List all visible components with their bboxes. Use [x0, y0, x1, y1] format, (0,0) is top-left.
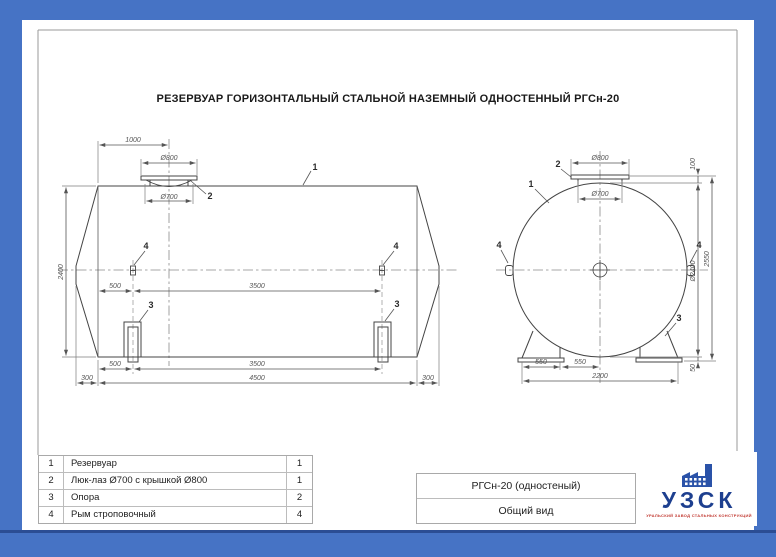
callout-lug-left-end: 4: [496, 240, 502, 250]
part-pos: 4: [39, 507, 64, 523]
part-name: Опора: [71, 492, 100, 503]
dim-base-left: 550: [535, 359, 547, 366]
callout-support-left-side: 3: [148, 300, 154, 310]
dim-shell-height: 2400: [58, 264, 65, 280]
parts-table: [38, 455, 313, 524]
title-block: [416, 473, 636, 524]
callout-manhole-side: 2: [207, 191, 213, 201]
logo-acronym: УЗСК: [661, 486, 737, 513]
dim-manhole-offset: 1000: [125, 137, 141, 144]
logo-subtitle: УРАЛЬСКИЙ ЗАВОД СТАЛЬНЫХ КОНСТРУКЦИЙ: [646, 512, 752, 518]
company-logo: [641, 452, 757, 526]
dim-support-span: 2200: [592, 373, 608, 380]
dim-overall-height: 2550: [704, 251, 711, 267]
drawing-title: РЕЗЕРВУАР ГОРИЗОНТАЛЬНЫЙ СТАЛЬНОЙ НАЗЕМНЫЙ ОДНОСТЕННЫЙ РГСн-20: [156, 93, 620, 105]
side-view-supports: [124, 322, 391, 362]
part-name: Рым строповочный: [71, 509, 156, 520]
dimension-lines: [66, 145, 712, 383]
callout-lug-right-side: 4: [393, 241, 399, 251]
dim-base-right: 550: [574, 359, 586, 366]
callout-leaders: [134, 169, 697, 336]
dim-cone-right: 300: [422, 375, 434, 382]
part-qty: 2: [286, 490, 312, 506]
part-qty: 1: [286, 456, 312, 472]
callout-tank-side: 1: [312, 162, 318, 172]
dim-cylinder-length: 4500: [249, 375, 265, 382]
tank-designation: РГСн-20 (одностеный): [471, 480, 581, 492]
factory-icon: [679, 461, 719, 488]
callout-support-right-side: 3: [394, 299, 400, 309]
callout-tank-end: 1: [528, 179, 534, 189]
end-view-center-mark: [590, 260, 610, 280]
dim-neck-dia: Ø700: [160, 194, 178, 201]
dim-lid-dia: Ø800: [160, 155, 178, 162]
part-qty: 4: [286, 507, 312, 523]
callout-lug-left-side: 4: [143, 241, 149, 251]
part-pos: 3: [39, 490, 64, 506]
table-row: [39, 489, 312, 506]
dim-lug-offset: 500: [109, 283, 121, 290]
view-name: Общий вид: [417, 498, 635, 523]
dim-manhole-height: 100: [690, 158, 697, 170]
extension-lines: [62, 141, 716, 386]
callout-support-end: 3: [676, 313, 682, 323]
dim-lug-spacing: 3500: [249, 283, 265, 290]
table-row: [39, 456, 312, 472]
side-view-tank: [76, 176, 439, 362]
callout-lug-right-end: 4: [696, 240, 702, 250]
part-qty: 1: [286, 473, 312, 489]
callout-manhole-end: 2: [555, 159, 561, 169]
dim-tank-dia: Ø2400: [690, 260, 697, 282]
part-pos: 1: [39, 456, 64, 472]
table-row: [39, 472, 312, 489]
dim-neck-dia-end: Ø700: [591, 191, 609, 198]
part-pos: 2: [39, 473, 64, 489]
part-name: Люк-лаз Ø700 с крышкой Ø800: [71, 475, 208, 486]
dim-cone-left: 300: [81, 375, 93, 382]
table-row: [39, 506, 312, 523]
part-name: Резервуар: [71, 458, 117, 469]
dim-support-spacing: 3500: [249, 361, 265, 368]
dim-lid-dia-end: Ø800: [591, 155, 609, 162]
end-view-dim-labels: [535, 155, 711, 380]
dim-support-offset: 500: [109, 361, 121, 368]
dim-ground-clearance: 50: [690, 364, 697, 372]
callout-labels: [143, 159, 701, 323]
